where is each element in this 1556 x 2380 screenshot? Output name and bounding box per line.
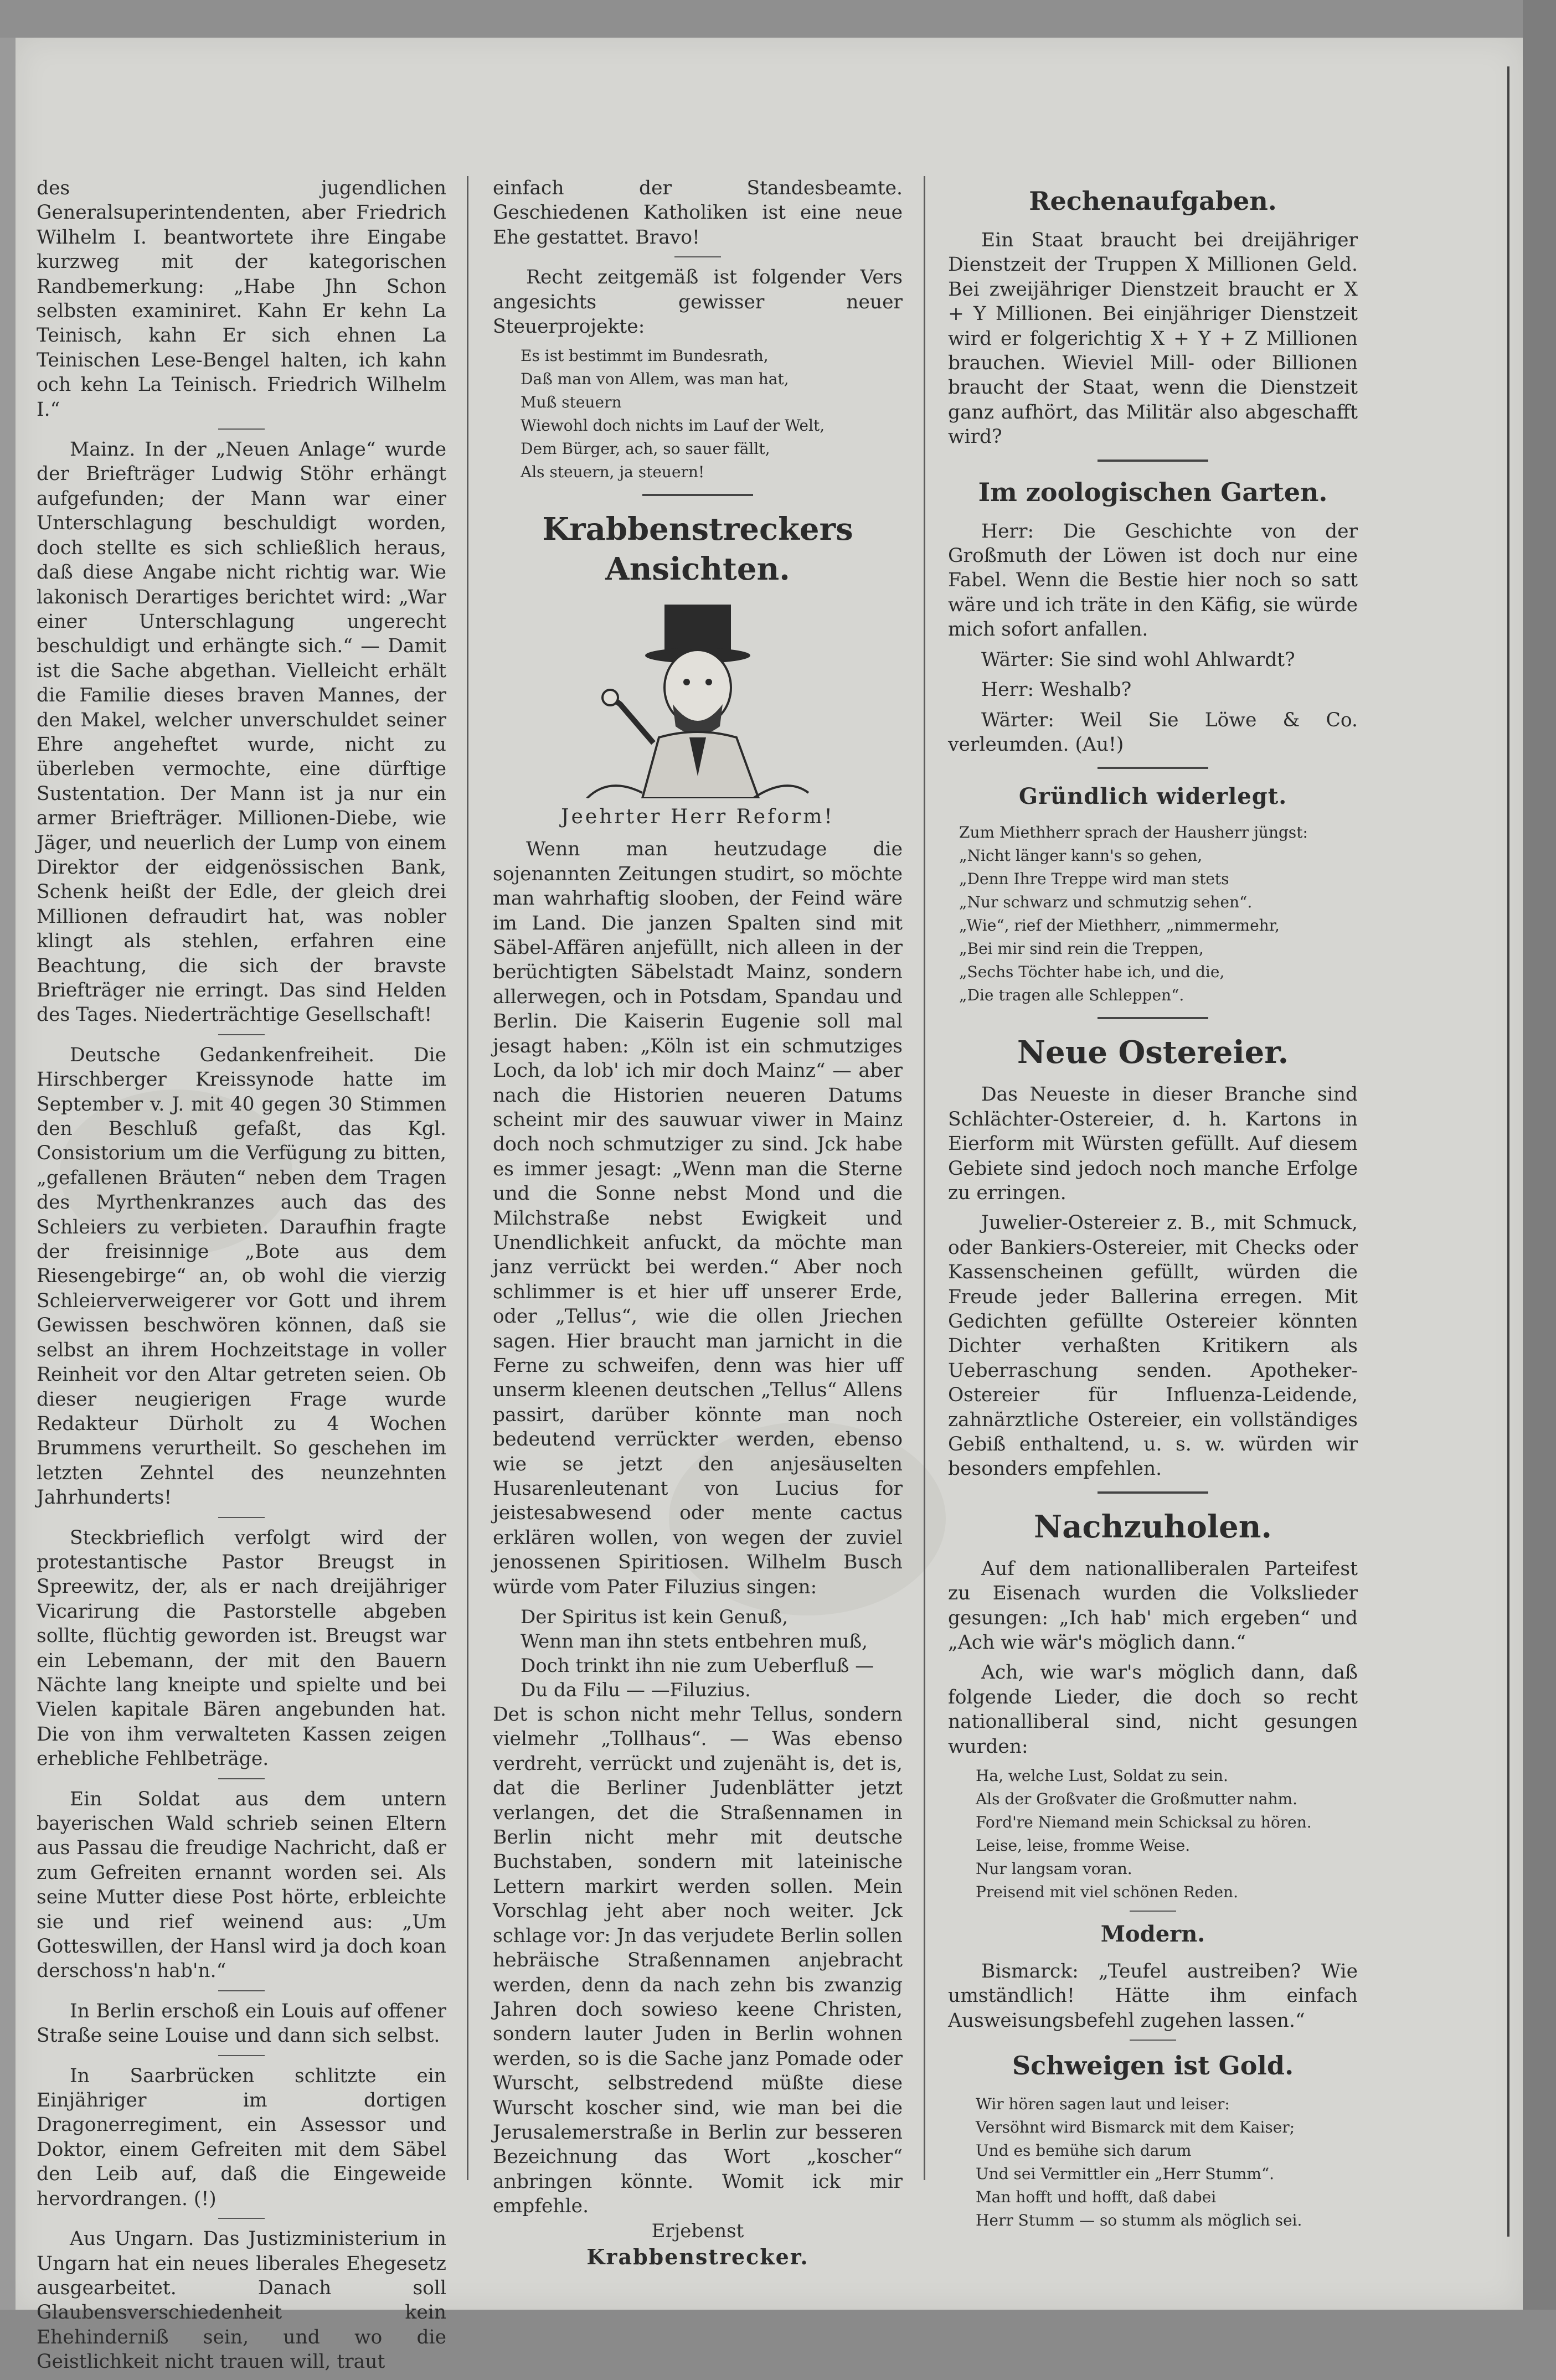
separator <box>218 1034 265 1035</box>
separator <box>218 2218 265 2219</box>
verse-schweigen <box>948 2093 1358 2232</box>
verse-line: Als steuern, ja steuern! <box>521 463 705 482</box>
scan-left-edge <box>0 38 16 2310</box>
verse-line: Muß steuern <box>521 393 622 412</box>
verse-line: „Die tragen alle Schleppen“. <box>959 986 1184 1005</box>
verse-line: Wir hören sagen laut und leiser: <box>976 2095 1230 2114</box>
article-berlin: In Berlin erschoß ein Louis auf offener Straße seine Louise und dann sich selbst. <box>37 2000 446 2047</box>
article-steckbrieflich: Steckbrieflich verfolgt wird der protestantische Pastor Breugst in Spreewitz, der, als er nach dreijähriger Vicarirung die Pastorstelle abgeben sollte, flüchtig geworden ist. Breugst war ein Lebemann, der mit den Bauern Nächte lang kneipte und spielte und bei Vielen kapitale Bären angebunden hat. Die von ihm verwalteten Kassen zeigen erhebliche Fehlbeträge. <box>37 1526 446 1770</box>
scan-right-edge <box>1523 0 1556 2310</box>
article-text: Bismarck: „Teufel austreiben? Wie umständlich! Hätte ihm einfach Ausweisungsbefehl zugehen lassen.“ <box>948 1960 1358 2032</box>
article-text: Ach, wie war's möglich dann, daß folgende Lieder, die doch so recht nationalliberal sind, nicht gesungen wurden: <box>948 1661 1358 1758</box>
article-text: einfach der Standesbeamte. Geschiedenen Katholiken ist eine neue Ehe gestattet. Bravo! <box>493 177 903 249</box>
dialogue-line: Wärter: Weil Sie Löwe & Co. verleumden. (Au!) <box>948 709 1358 756</box>
separator <box>218 428 265 430</box>
verse-intro: Recht zeitgemäß ist folgender Vers angesichts gewisser neuer Steuerprojekte: <box>493 266 903 338</box>
article-ungarn: Aus Ungarn. Das Justizministerium in Ungarn hat ein neues liberales Ehegesetz ausgearbeitet. Danach soll Glaubensverschiedenheit kein Ehehinderniß sein, und wo die Geistlichkeit nicht trauen will, traut <box>37 2228 446 2373</box>
verse-line: Als der Großvater die Großmutter nahm. <box>976 1790 1297 1809</box>
verse-line: Du da Filu — —Filuzius. <box>521 1679 751 1702</box>
article-text: Auf dem nationalliberalen Parteifest zu Eisenach wurden die Volkslieder gesungen: „Ich hab' mich ergeben“ und „Ach wie wär's möglich dann.“ <box>948 1557 1358 1654</box>
article-text: Wenn man heutzudage die sojenannten Zeitungen studirt, so möchte man wahrhaftig slooben, der Feind wäre im Land. Die janzen Spalten sind mit Säbel-Affären anjefüllt, nich alleen in der berüchtigten Säbelstadt Mainz, sondern allerwegen, och in Potsdam, Spandau und Berlin. Die Kaiserin Eugenie soll mal jesagt haben: „Köln ist ein schmutziges Loch, da lob' ich mir doch Mainz“ — aber nach die Historien neueren Datums scheint mir des sauwuar viwer in Mainz doch noch schmutziger zu sind. Jck habe es immer jesagt: „Wenn man die Sterne und die Sonne nebst Mond und die Milchstraße nebst Ewigkeit und Unendlichkeit anfuckt, da möchte man janz verrückt bei werden.“ Aber noch schlimmer is et hier uff unserer Erde, oder „Tellus“, wie die ollen Jriechen sagen. Hier braucht man jarnicht in die Ferne zu schweifen, denn was hier uff unserm kleenen deutschen „Tellus“ Allens passirt, darüber könnte man noch bedeutend verrückter werden, ebenso wie se jetzt den anjesäuselten Husarenleutenant von Lucius for jeistesabwesend oder mente cactus erklären wollen, von wegen der zuviel jenossenen Spiritiosen. Wilhelm Busch würde vom Pater Filuzius singen: <box>493 838 903 1598</box>
article-text: Juwelier-Ostereier z. B., mit Schmuck, oder Bankiers-Ostereier, mit Checks oder Kassenscheinen gefüllt, würden die Freude jeder Ballerina erregen. Mit Gedichten gefüllte Ostereier könnten Dichter verhaßten Kritikern als Ueberraschung senden. Apotheker-Ostereier für Influenza-Leidende, zahnärztliche Ostereier, ein vollständiges Gebiß enthaltend, u. s. w. würden wir besonders empfehlen. <box>948 1212 1358 1480</box>
verse-line: Dem Bürger, ach, so sauer fällt, <box>521 440 770 458</box>
article-mainz: Mainz. In der „Neuen Anlage“ wurde der Briefträger Ludwig Stöhr erhängt aufgefunden; der Mann war einer Unterschlagung beschuldigt worden, doch stellte es sich schließlich heraus, daß diese Angabe nicht richtig war. Wie lakonisch Derartiges berichtet wird: „War einer Unterschlagung ungerecht beschuldigt und erhängte sich.“ — Damit ist die Sache abgethan. Vielleicht erhält die Familie dieses braven Mannes, der den Makel, welcher unverschuldet seiner Ehre angeheftet wurde, nicht zu überleben vermochte, eine dürftige Sustentation. Der Mann ist ja nur ein armer Briefträger. Millionen-Diebe, wie Jäger, und neuerlich der Lump von einem Direktor der eidgenössischen Bank, Schenk heißt der Edle, der gleich drei Millionen defraudirt hat, was nobler klingt als stehlen, erfahren eine Beachtung, die sich der bravste Briefträger nie erringt. Das sind Helden des Tages. Niederträchtige Gesellschaft! <box>37 438 446 1026</box>
section-heading: Neue Ostereier. <box>1017 1034 1289 1071</box>
scan-top-edge <box>0 0 1556 38</box>
column-2 <box>493 176 903 2271</box>
man-in-top-hat-illustration <box>576 599 820 798</box>
article-text: Ein Staat braucht bei dreijähriger Dienstzeit der Truppen X Millionen Geld. Bei zweijähriger Dienstzeit braucht er X + Y Millionen. Bei einjähriger Dienstzeit wird er folgerichtig X + Y + Z Millionen brauchen. Wieviel Mill- oder Billionen braucht der Staat, wenn die Dienstzeit ganz aufhört, das Militär also abgeschafft wird? <box>948 229 1358 448</box>
verse-line: „Denn Ihre Treppe wird man stets <box>959 870 1229 889</box>
verse-line: Daß man von Allem, was man hat, <box>521 370 789 389</box>
separator <box>642 494 753 496</box>
article-soldat: Ein Soldat aus dem untern bayerischen Wald schrieb seinen Eltern aus Passau die freudige Nachricht, daß er zum Gefreiten ernannt worden sei. Als seine Mutter diese Post hörte, erbleichte sie und rief weinend aus: „Um Gotteswillen, der Hansl wird ja doch koan derschoss'n hab'n.“ <box>37 1788 446 1983</box>
page-edge-rule <box>1507 66 1509 2237</box>
separator <box>1098 1017 1208 1019</box>
verse-spiritus <box>493 1605 903 1702</box>
section-heading: Gründlich widerlegt. <box>1018 783 1287 810</box>
verse-line: „Nur schwarz und schmutzig sehen“. <box>959 893 1253 912</box>
closing: Erjebenst <box>651 2219 744 2242</box>
verse-lieder <box>948 1764 1358 1904</box>
dialogue-line: Wärter: Sie sind wohl Ahlwardt? <box>981 648 1295 671</box>
verse-line: Und sei Vermittler ein „Herr Stumm“. <box>976 2165 1275 2183</box>
verse-line: Der Spiritus ist kein Genuß, <box>521 1606 789 1629</box>
separator <box>218 2055 265 2056</box>
verse-line: „Nicht länger kann's so gehen, <box>959 846 1203 865</box>
verse-line: „Wie“, rief der Miethherr, „nimmermehr, <box>959 916 1280 935</box>
separator <box>1130 1911 1176 1912</box>
verse-steuern <box>493 344 903 484</box>
verse-line: Nur langsam voran. <box>976 1860 1132 1878</box>
article-text: Herr: Die Geschichte von der Großmuth der Löwen ist doch nur eine Fabel. Wenn die Bestie hier noch so satt wäre und ich träte in den Käfig, sie würde mich sofort anfallen. <box>948 520 1358 641</box>
salutation: Jeehrter Herr Reform! <box>561 806 834 829</box>
column-3 <box>948 176 1358 2232</box>
verse-line: Zum Miethherr sprach der Hausherr jüngst: <box>959 823 1308 842</box>
section-heading: Nachzuholen. <box>1034 1508 1272 1545</box>
separator <box>1098 460 1208 462</box>
verse-line: Herr Stumm — so stumm als möglich sei. <box>976 2211 1302 2230</box>
verse-line: Und es bemühe sich darum <box>976 2141 1192 2160</box>
separator <box>218 1517 265 1518</box>
verse-line: Es ist bestimmt im Bundesrath, <box>521 347 769 365</box>
separator <box>1098 1491 1208 1494</box>
signature: Krabbenstrecker. <box>586 2244 809 2269</box>
separator <box>674 256 721 257</box>
verse-line: Ford're Niemand mein Schicksal zu hören. <box>976 1813 1312 1832</box>
verse-line: Versöhnt wird Bismarck mit dem Kaiser; <box>976 2118 1295 2137</box>
section-heading: Rechenaufgaben. <box>1029 186 1277 216</box>
column-rule-1 <box>467 176 468 2180</box>
verse-widerlegt <box>948 821 1358 1007</box>
column-1 <box>37 176 446 2380</box>
section-heading: Krabbenstreckers Ansichten. <box>542 511 853 588</box>
section-heading: Im zoologischen Garten. <box>978 477 1328 507</box>
separator <box>218 1778 265 1779</box>
article-text: Das Neueste in dieser Branche sind Schlächter-Ostereier, d. h. Kartons in Eierform mit Würsten gefüllt. Auf diesem Gebiete sind jedoch noch manche Erfolge zu erringen. <box>948 1083 1358 1204</box>
verse-line: Preisend mit viel schönen Reden. <box>976 1883 1238 1902</box>
verse-line: „Sechs Töchter habe ich, und die, <box>959 963 1225 982</box>
article-saarbruecken: In Saarbrücken schlitzte ein Einjähriger im dortigen Dragonerregiment, ein Assessor und Doktor, einem Gefreiten mit dem Säbel den Leib auf, daß die Eingeweide hervordrangen. (!) <box>37 2064 446 2210</box>
article-text: des jugendlichen Generalsuperintendenten, aber Friedrich Wilhelm I. beantwortete ihre Eingabe kurzweg mit der kategorischen Randbemerkung: „Habe Jhn Schon selbsten examiniret. Kahn Er kehn La Teinisch, kahn Er sich ehnen La Teinischen Lese-Bengel halten, ich kahn och kehn La Teinisch. Friedrich Wilhelm I.“ <box>37 177 446 421</box>
article-text: Det is schon nicht mehr Tellus, sondern vielmehr „Tollhaus“. — Was ebenso verdreht, verrückt und zujenäht is, det is, dat die Berliner Judenblätter jetzt verlangen, det die Straßennamen in Berlin nicht mehr mit deutsche Buchstaben, sondern mit lateinische Lettern markirt werden sollen. Mein Vorschlag jeht aber noch weiter. Jck schlage vor: Jn das verjudete Berlin sollen hebräische Straßennamen anjebracht werden, denn da nach zehn bis zwanzig Jahren doch sowieso keene Christen, sondern lauter Juden in Berlin wohnen werden, so is die Sache janz Pomade oder Wurscht, selbstredend müßte diese Wurscht koscher sind, wie man bei die Jerusalemerstraße in Berlin zur besseren Bezeichnung das Wort „koscher“ anbringen könnte. Womit ick mir empfehle. <box>493 1703 903 2218</box>
verse-line: Leise, leise, fromme Weise. <box>976 1836 1191 1855</box>
column-rule-2 <box>924 176 925 2180</box>
verse-line: Man hofft und hofft, daß dabei <box>976 2188 1217 2207</box>
section-heading: Schweigen ist Gold. <box>1012 2051 1294 2081</box>
verse-line: Doch trinkt ihn nie zum Ueberfluß — <box>521 1655 874 1677</box>
verse-line: Wenn man ihn stets entbehren muß, <box>521 1630 868 1653</box>
article-gedankenfreiheit: Deutsche Gedankenfreiheit. Die Hirschberger Kreissynode hatte im September v. J. mit 40 gegen 30 Stimmen den Beschluß gefaßt, das Kgl. Consistorium um die Verfügung zu bitten, „gefallenen Bräuten“ neben dem Tragen des Myrthenkranzes auch das des Schleiers zu verbieten. Daraufhin fragte der freisinnige „Bote aus dem Riesengebirge“ an, ob wohl die vierzig Schleierverweigerer vor Gott und ihrem Gewissen beschwören können, daß sie selbst an ihrem Hochzeitstage in voller Reinheit vor den Altar getreten seien. Ob dieser neugierigen Frage wurde Redakteur Dürholt zu 4 Wochen Brummens verurtheilt. So geschehen im letzten Zehntel des neunzehnten Jahrhunderts! <box>37 1044 446 1509</box>
verse-line: Ha, welche Lust, Soldat zu sein. <box>976 1767 1228 1785</box>
section-heading: Modern. <box>1100 1921 1205 1948</box>
dialogue-line: Herr: Weshalb? <box>981 679 1132 701</box>
separator <box>218 1990 265 1991</box>
verse-line: „Bei mir sind rein die Treppen, <box>959 939 1204 958</box>
verse-line: Wiewohl doch nichts im Lauf der Welt, <box>521 416 825 435</box>
separator <box>1098 767 1208 769</box>
separator <box>1130 2040 1176 2041</box>
